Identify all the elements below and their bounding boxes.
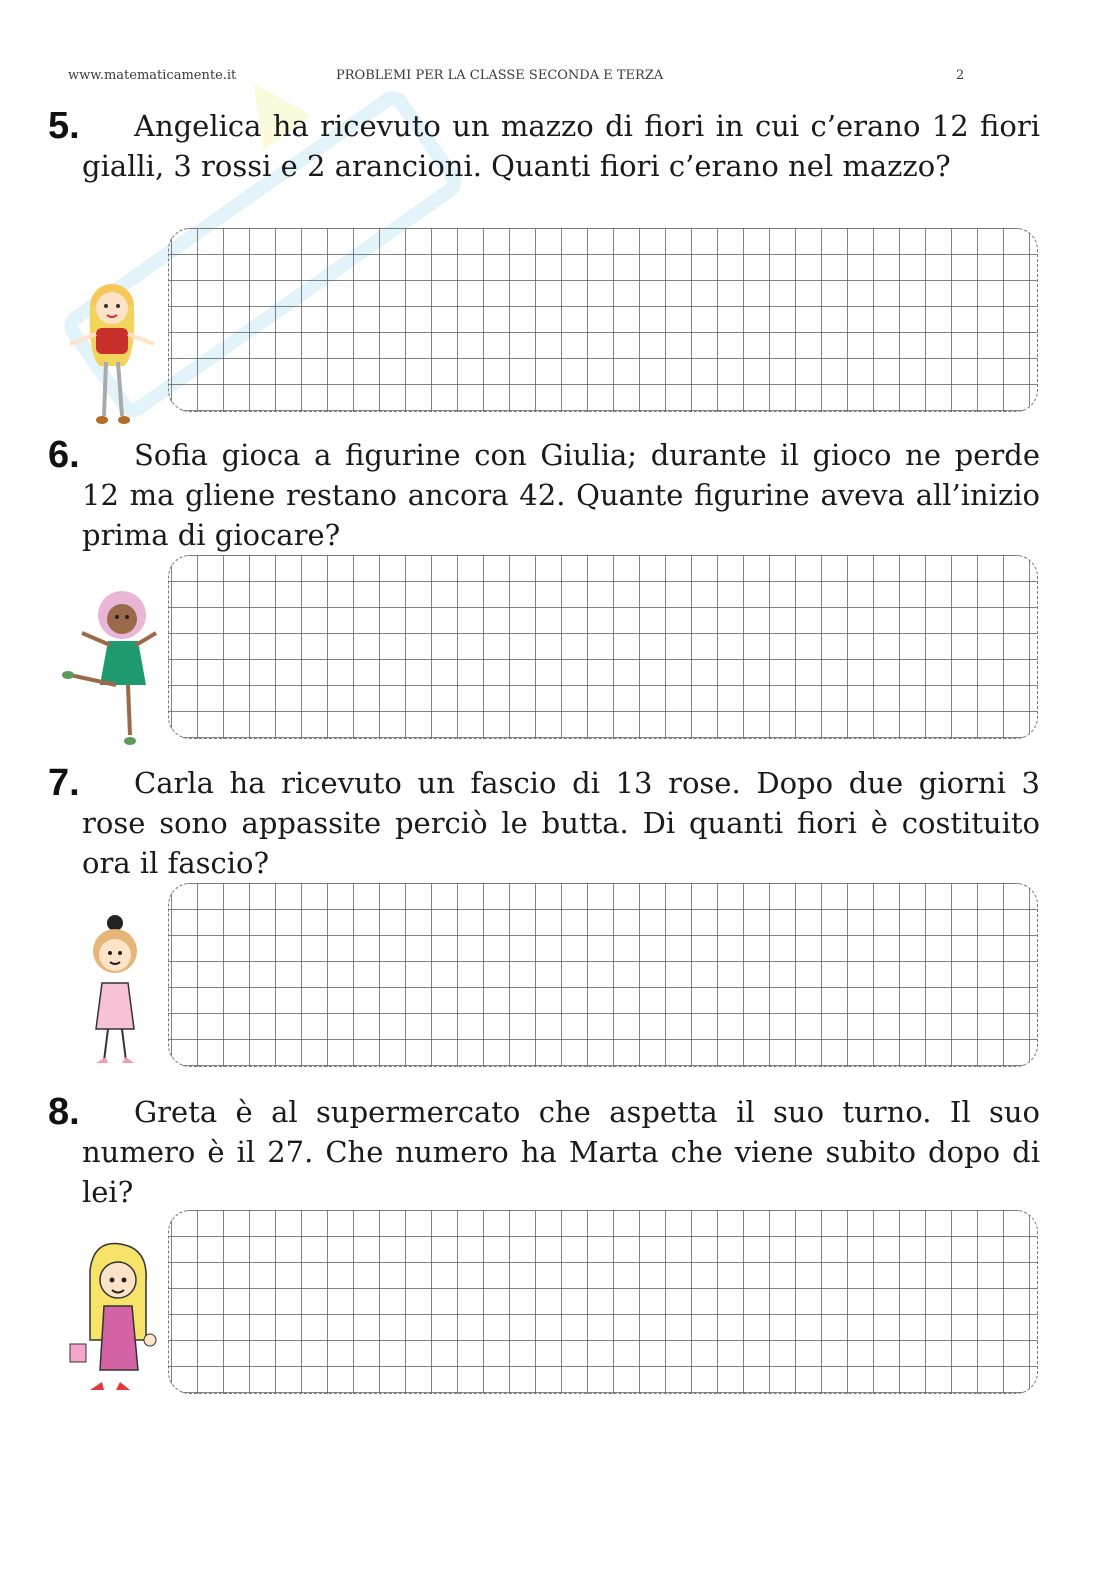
answer-grid[interactable] <box>168 883 1038 1067</box>
angelica-doll-illustration <box>60 266 160 436</box>
page-header <box>68 68 968 88</box>
problem-text: Greta è al supermercato che aspetta il suo turno. Il suo numero è il 27. Che numero ha Marta che viene subito dopo di lei? <box>82 1095 1040 1209</box>
problem-number: 5. <box>48 105 80 147</box>
answer-grid[interactable] <box>168 228 1038 412</box>
greta-doll-illustration <box>60 1240 160 1410</box>
answer-grid[interactable] <box>168 555 1038 739</box>
header-title: PROBLEMI PER LA CLASSE SECONDA E TERZA <box>336 68 664 83</box>
carla-doll-illustration <box>60 911 160 1081</box>
problem-text: Angelica ha ricevuto un mazzo di fiori in cui c’erano 12 fiori gialli, 3 rossi e 2 arancioni. Quanti fiori c’erano nel mazzo? <box>82 109 1040 183</box>
problem-text: Sofia gioca a figurine con Giulia; durante il gioco ne perde 12 ma gliene restano ancora 42. Quante figurine aveva all’inizio prima di giocare? <box>82 438 1040 552</box>
problem-number: 8. <box>48 1091 80 1133</box>
page-number: 2 <box>956 68 965 83</box>
answer-grid[interactable] <box>168 1210 1038 1394</box>
problem-number: 7. <box>48 762 80 804</box>
site-url: www.matematicamente.it <box>68 68 237 83</box>
problem-text: Carla ha ricevuto un fascio di 13 rose. Dopo due giorni 3 rose sono appassite perciò le butta. Di quanti fiori è costituito ora il fascio? <box>82 766 1040 880</box>
problem-number: 6. <box>48 434 80 476</box>
sofia-doll-illustration <box>60 585 160 755</box>
